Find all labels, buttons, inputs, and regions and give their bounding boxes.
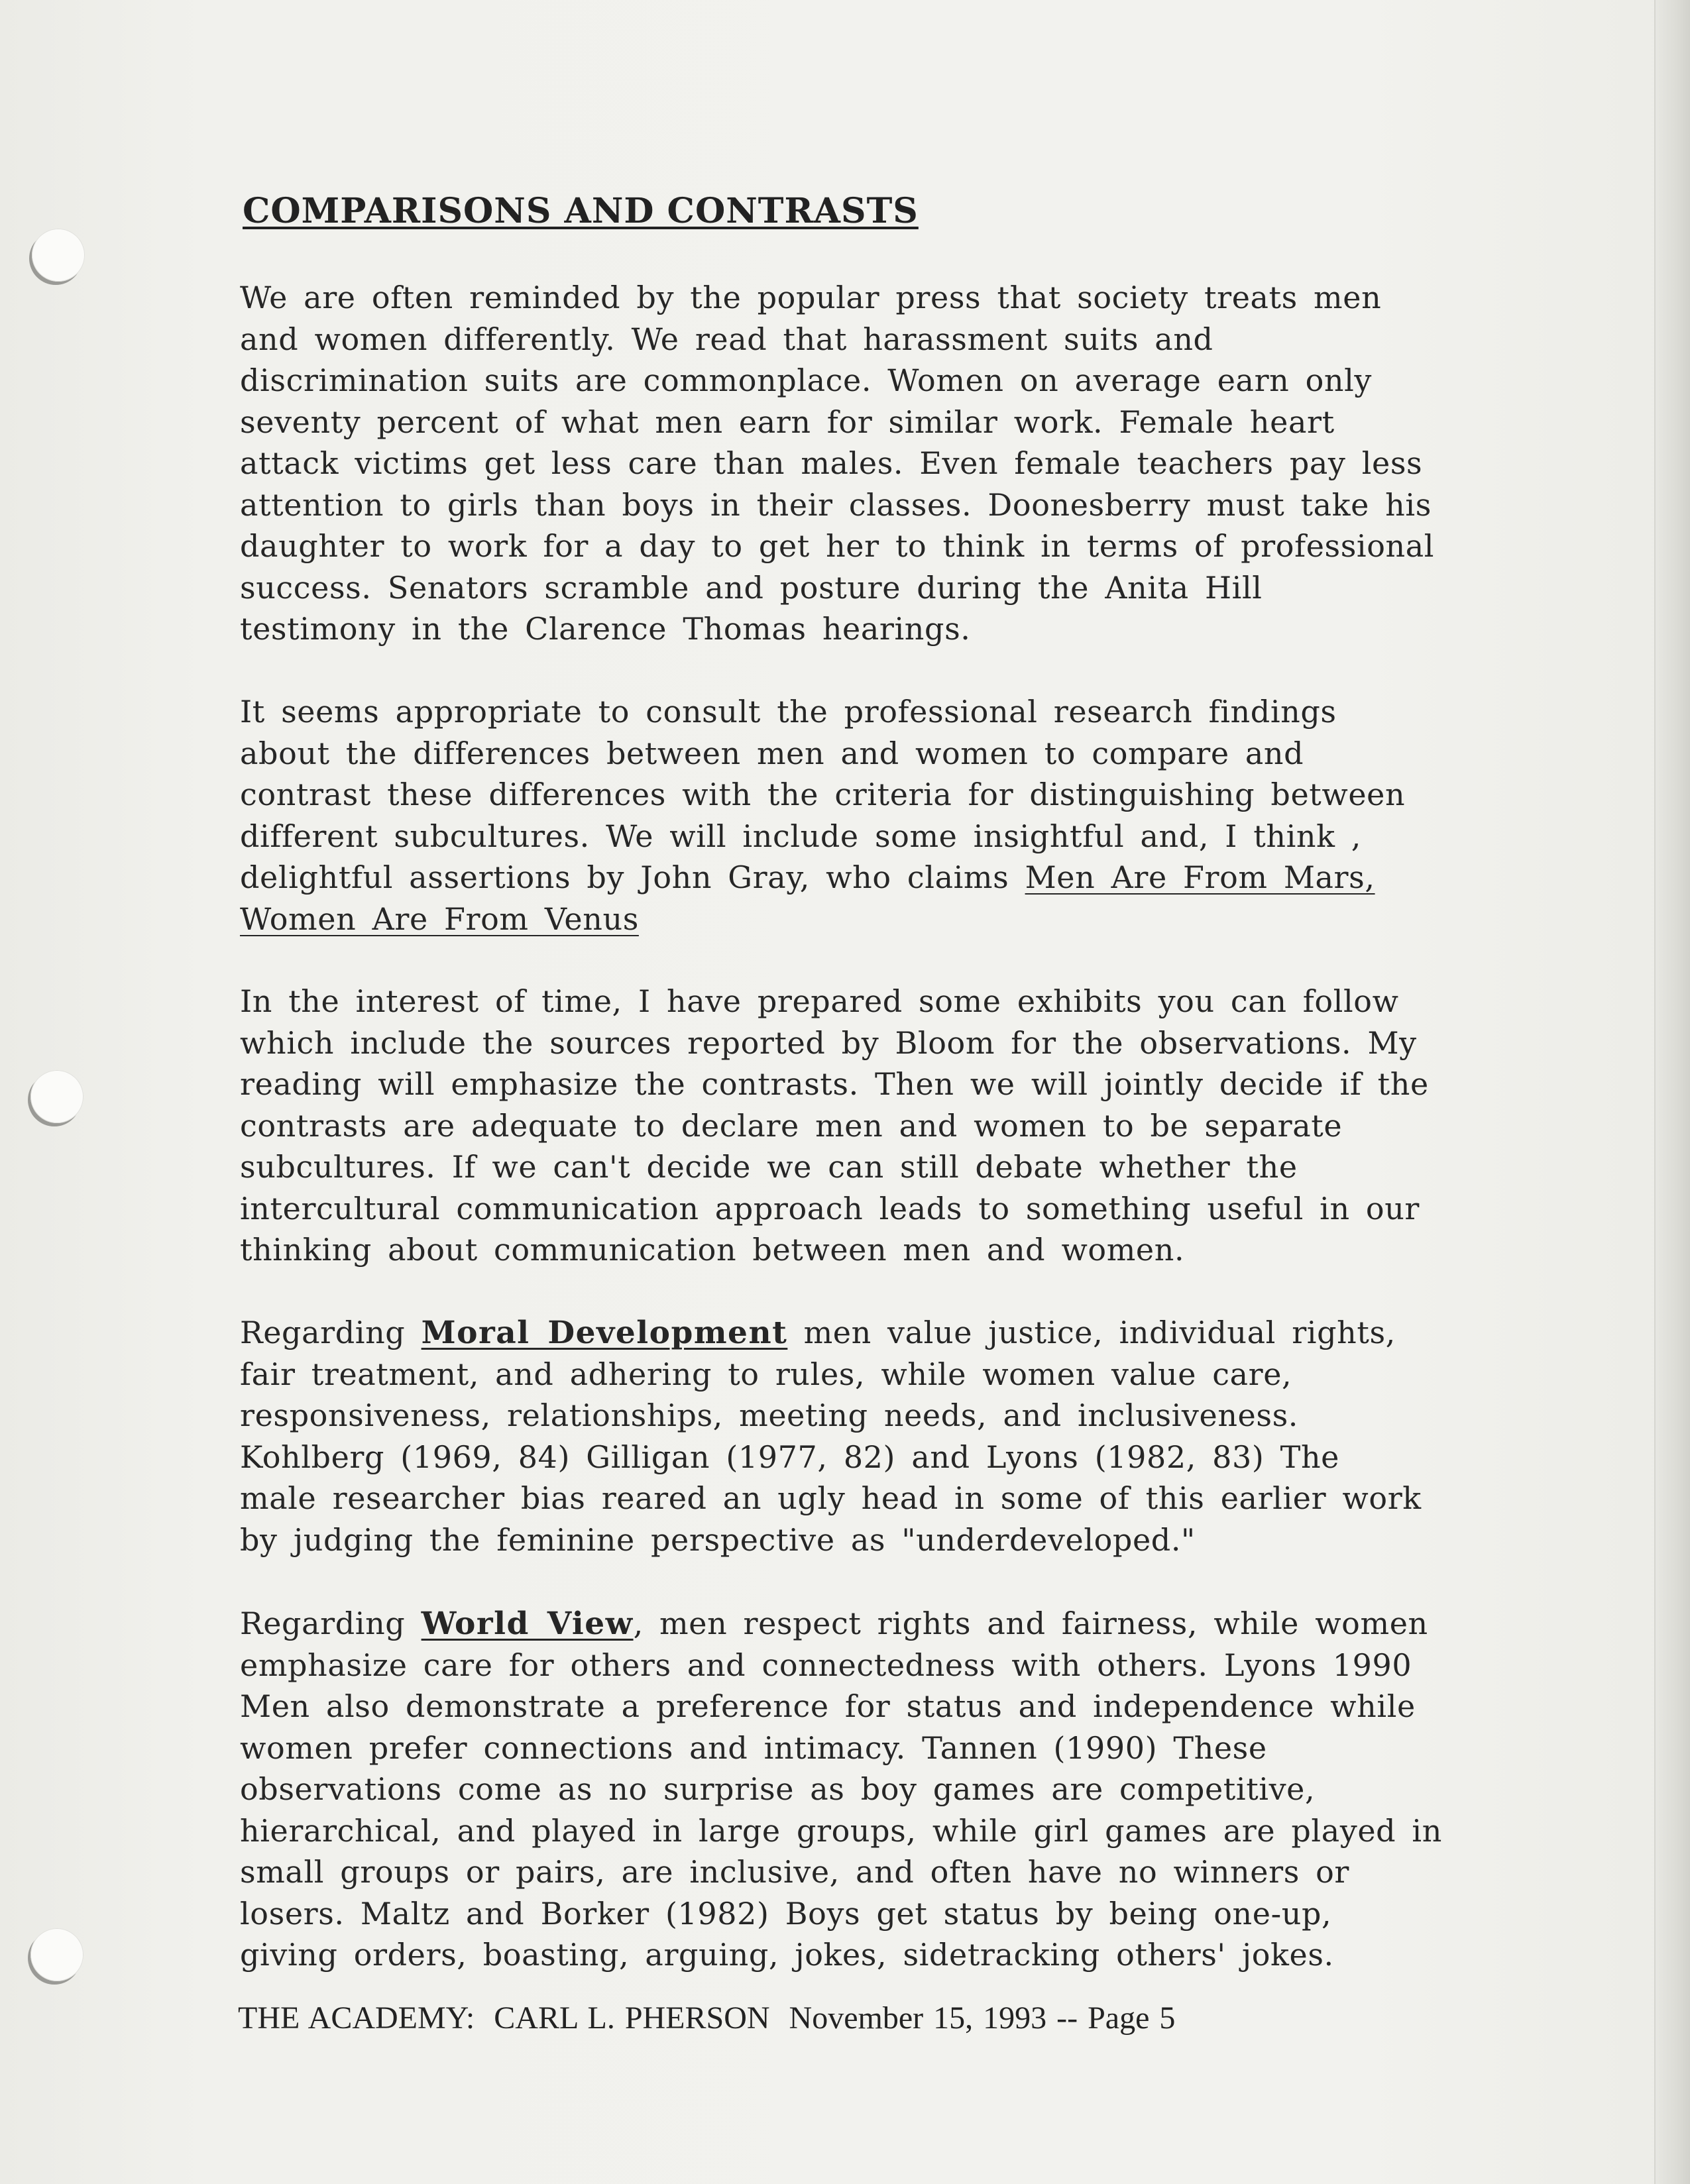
text-line: We are often reminded by the popular press that society treats men [240,280,1382,315]
text-line: observations come as no surprise as boy games are competitive, [240,1771,1316,1807]
punch-hole-top [32,229,85,282]
text-line: emphasize care for others and connectedness with others. Lyons 1990 [240,1647,1412,1683]
punch-hole-middle [30,1070,84,1123]
text-line: responsiveness, relationships, meeting needs, and inclusiveness. [240,1397,1299,1433]
paragraph-research [240,691,1405,940]
paragraph-world-view [240,1603,1442,1976]
text-line: attack victims get less care than males. Even female teachers pay less [240,445,1423,481]
text-line: which include the sources reported by Bloom for the observations. My [240,1024,1417,1061]
text-line: daughter to work for a day to get her to think in terms of professional [240,528,1435,564]
text-line: about the differences between men and women to compare and [240,735,1304,771]
paragraph-intro [240,277,1434,650]
footer-author: CARL L. PHERSON [494,2000,770,2036]
text-line: different subcultures. We will include some insightful and, I think , [240,818,1362,854]
text-line: reading will emphasize the contrasts. Then we will jointly decide if the [240,1066,1429,1102]
text-line: attention to girls than boys in their classes. Doonesberry must take his [240,486,1432,523]
footer-publication: THE ACADEMY: [238,2000,475,2036]
book-title-continued: Women Are From Venus [240,901,639,937]
text-line: In the interest of time, I have prepared some exhibits you can follow [240,983,1399,1019]
text-line: discrimination suits are commonplace. Women on average earn only [240,362,1373,398]
text-line: male researcher bias reared an ugly head in some of this earlier work [240,1480,1422,1516]
text-line: women prefer connections and intimacy. Tannen (1990) These [240,1729,1267,1766]
text-line: intercultural communication approach leads to something useful in our [240,1190,1420,1227]
text-line: contrast these differences with the criteria for distinguishing between [240,777,1406,812]
text-line: It seems appropriate to consult the professional research findings [240,694,1337,730]
paragraph-exhibits [240,981,1429,1271]
page-footer [238,2000,1184,2036]
footer-date-page: November 15, 1993 -- Page 5 [789,2000,1176,2036]
text-line: small groups or pairs, are inclusive, and often have no winners or [240,1854,1350,1890]
text-line [240,857,1405,899]
text-line: Men also demonstrate a preference for status and independence while [240,1688,1416,1724]
text-line [240,899,1405,940]
text-line: seventy percent of what men earn for similar work. Female heart [240,404,1335,440]
text-line: and women differently. We read that harassment suits and [240,321,1213,357]
text-line: testimony in the Clarence Thomas hearings. [240,611,971,647]
text-line: hierarchical, and played in large groups, while girl games are played in [240,1812,1442,1849]
text-line: by judging the feminine perspective as "underdeveloped." [240,1521,1196,1558]
text-segment: , men respect rights and fairness, while women [633,1606,1428,1641]
text-segment: men value justice, individual rights, [787,1315,1396,1350]
paragraph-moral-development [240,1312,1422,1560]
text-line: success. Senators scramble and posture during the Anita Hill [240,569,1263,606]
text-line [240,1603,1442,1645]
text-line: contrasts are adequate to declare men and women to be separate [240,1107,1343,1144]
page-title: COMPARISONS AND CONTRASTS [243,191,919,231]
section-heading-world-view: World View [421,1606,634,1642]
text-segment: delightful assertions by John Gray, who claims [240,859,1025,895]
section-heading-moral-development: Moral Development [421,1315,788,1351]
text-line: Kohlberg (1969, 84) Gilligan (1977, 82) and Lyons (1982, 83) The [240,1439,1339,1475]
text-line: giving orders, boasting, arguing, jokes, sidetracking others' jokes. [240,1937,1334,1973]
text-line: subcultures. If we can't decide we can still debate whether the [240,1149,1298,1185]
text-line: fair treatment, and adhering to rules, while women value care, [240,1356,1292,1392]
text-segment: Regarding [240,1606,422,1641]
text-line: losers. Maltz and Borker (1982) Boys get status by being one-up, [240,1895,1332,1932]
text-line: thinking about communication between men and women. [240,1232,1185,1268]
book-title: Men Are From Mars, [1025,859,1375,895]
page-edge [1654,0,1690,2184]
text-line [240,1312,1422,1354]
text-segment: Regarding [240,1315,422,1350]
punch-hole-bottom [30,1928,84,1981]
